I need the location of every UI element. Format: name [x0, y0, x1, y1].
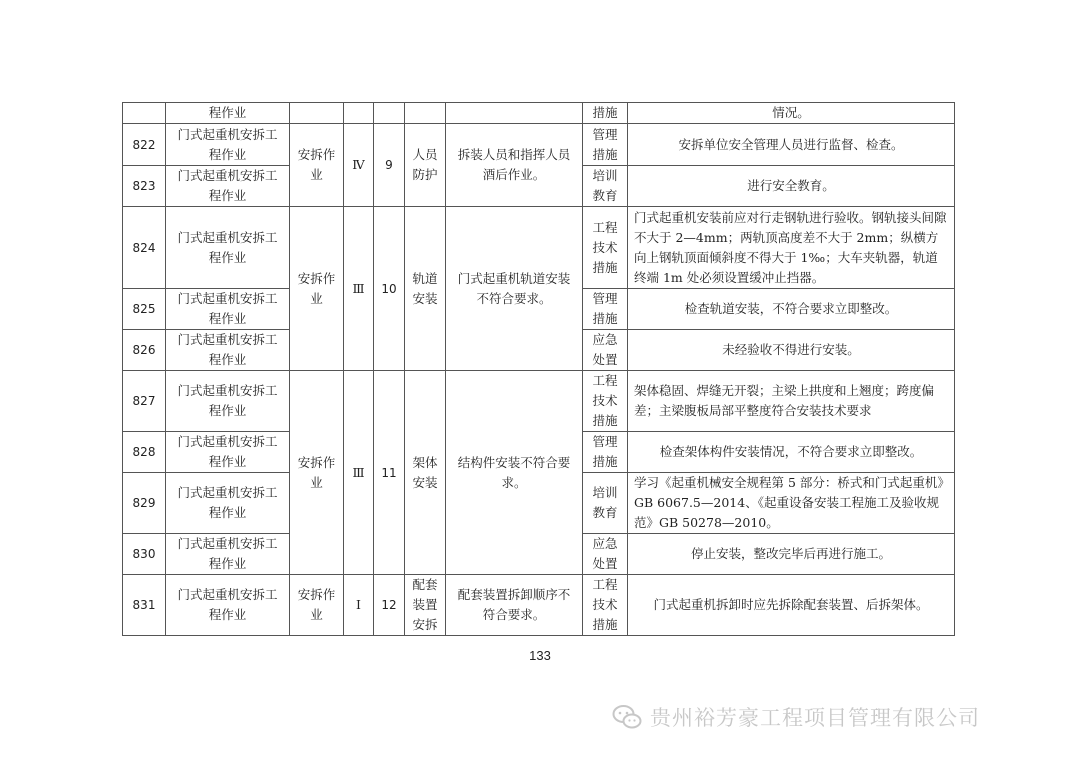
check-item: 配套装置安拆	[405, 575, 446, 636]
risk-level: Ⅲ	[344, 207, 374, 371]
watermark-text: 贵州裕芳豪工程项目管理有限公司	[650, 706, 980, 730]
work-category: 安拆作业	[290, 575, 344, 636]
measure-type: 应急处置	[583, 330, 628, 371]
row-number: 822	[123, 124, 166, 166]
project-name: 门式起重机安拆工程作业	[166, 330, 290, 371]
row-number	[123, 103, 166, 124]
hazard-table	[122, 102, 955, 636]
control-measure: 门式起重机安装前应对行走钢轨进行验收。钢轨接头间隙不大于 2—4mm；两轨顶高度差不大于 2mm；纵横方向上钢轨顶面倾斜度不得大于 1‰；大车夹轨器，轨道终端 1m 处必须设置缓冲止挡器。	[628, 207, 955, 289]
sequence-number: 9	[374, 124, 405, 207]
measure-type: 管理措施	[583, 432, 628, 473]
project-name: 门式起重机安拆工程作业	[166, 289, 290, 330]
row-number: 829	[123, 473, 166, 534]
table-row	[123, 371, 955, 432]
measure-type: 培训教育	[583, 473, 628, 534]
row-number: 826	[123, 330, 166, 371]
check-item: 轨道安装	[405, 207, 446, 371]
table-row	[123, 103, 955, 124]
project-name: 门式起重机安拆工程作业	[166, 166, 290, 207]
control-measure: 门式起重机拆卸时应先拆除配套装置、后拆架体。	[628, 575, 955, 636]
row-number: 825	[123, 289, 166, 330]
wechat-icon	[612, 704, 642, 730]
work-category: 安拆作业	[290, 124, 344, 207]
page-number: 133	[529, 648, 551, 663]
control-measure: 安拆单位安全管理人员进行监督、检查。	[628, 124, 955, 166]
control-measure: 架体稳固、焊缝无开裂；主梁上拱度和上翘度；跨度偏差；主梁腹板局部平整度符合安装技术要求	[628, 371, 955, 432]
table-row	[123, 575, 955, 636]
measure-type: 工程技术措施	[583, 575, 628, 636]
measure-type: 管理措施	[583, 289, 628, 330]
risk-level: Ⅰ	[344, 575, 374, 636]
row-number: 830	[123, 534, 166, 575]
work-category: 安拆作业	[290, 371, 344, 575]
work-category	[290, 103, 344, 124]
sequence-number: 12	[374, 575, 405, 636]
project-name: 门式起重机安拆工程作业	[166, 371, 290, 432]
project-name: 门式起重机安拆工程作业	[166, 473, 290, 534]
project-name: 门式起重机安拆工程作业	[166, 534, 290, 575]
control-measure: 停止安装，整改完毕后再进行施工。	[628, 534, 955, 575]
watermark	[612, 700, 980, 734]
risk-level	[344, 103, 374, 124]
sequence-number: 11	[374, 371, 405, 575]
hazard-description: 结构件安装不符合要求。	[446, 371, 583, 575]
table-row	[123, 124, 955, 166]
table-row	[123, 207, 955, 289]
project-name: 门式起重机安拆工程作业	[166, 432, 290, 473]
check-item: 架体安装	[405, 371, 446, 575]
project-name: 程作业	[166, 103, 290, 124]
measure-type: 工程技术措施	[583, 207, 628, 289]
hazard-description: 拆装人员和指挥人员酒后作业。	[446, 124, 583, 207]
check-item	[405, 103, 446, 124]
hazard-description: 配套装置拆卸顺序不符合要求。	[446, 575, 583, 636]
control-measure: 未经验收不得进行安装。	[628, 330, 955, 371]
sequence-number: 10	[374, 207, 405, 371]
control-measure: 检查架体构件安装情况，不符合要求立即整改。	[628, 432, 955, 473]
row-number: 824	[123, 207, 166, 289]
measure-type: 培训教育	[583, 166, 628, 207]
hazard-description: 门式起重机轨道安装不符合要求。	[446, 207, 583, 371]
project-name: 门式起重机安拆工程作业	[166, 207, 290, 289]
row-number: 831	[123, 575, 166, 636]
sequence-number	[374, 103, 405, 124]
row-number: 828	[123, 432, 166, 473]
check-item: 人员防护	[405, 124, 446, 207]
measure-type: 应急处置	[583, 534, 628, 575]
risk-level: Ⅲ	[344, 371, 374, 575]
work-category: 安拆作业	[290, 207, 344, 371]
project-name: 门式起重机安拆工程作业	[166, 124, 290, 166]
hazard-description	[446, 103, 583, 124]
risk-level: Ⅳ	[344, 124, 374, 207]
project-name: 门式起重机安拆工程作业	[166, 575, 290, 636]
measure-type: 工程技术措施	[583, 371, 628, 432]
row-number: 823	[123, 166, 166, 207]
row-number: 827	[123, 371, 166, 432]
control-measure: 检查轨道安装，不符合要求立即整改。	[628, 289, 955, 330]
control-measure: 进行安全教育。	[628, 166, 955, 207]
control-measure: 学习《起重机械安全规程第 5 部分：桥式和门式起重机》GB 6067.5—2014、《起重设备安装工程施工及验收规范》GB 50278—2010。	[628, 473, 955, 534]
measure-type: 管理措施	[583, 124, 628, 166]
measure-type: 措施	[583, 103, 628, 124]
control-measure: 情况。	[628, 103, 955, 124]
